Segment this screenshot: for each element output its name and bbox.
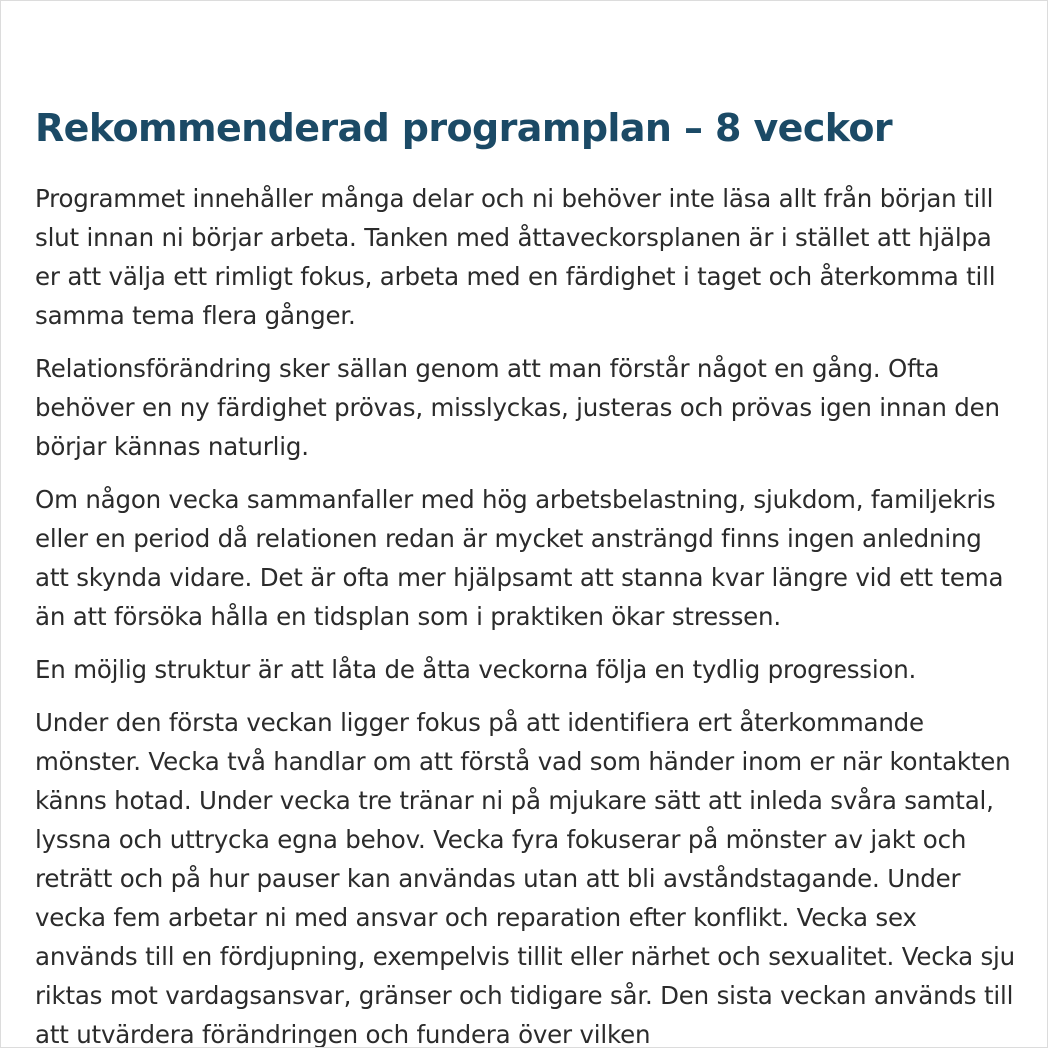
paragraph-change: Relationsförändring sker sällan genom att man förstår något en gång. Ofta behöver en ny färdighet prövas, misslyckas, justeras och prövas igen innan den börjar kännas naturlig.	[35, 354, 1000, 461]
paragraph-pacing: Om någon vecka sammanfaller med hög arbetsbelastning, sjukdom, familjekris eller en period då relationen redan är mycket ansträngd finns ingen anledning att skynda vidare. Det är ofta mer hjälpsamt att stanna kvar längre vid ett tema än att försöka hålla en tidsplan som i praktiken ökar stressen.	[35, 485, 1004, 631]
paragraph-weeks: Under den första veckan ligger fokus på att identifiera ert återkommande mönster. Vecka två handlar om att förstå vad som händer inom er när kontakten känns hotad. Under vecka tre tränar ni på mjukare sätt att inleda svåra samtal, lyssna och uttrycka egna behov. Vecka fyra fokuserar på mönster av jakt och reträtt och på hur pauser kan användas utan att bli avståndstagande. Under vecka fem arbetar ni med ansvar och reparation efter konflikt. Vecka sex används till en fördjupning, exempelvis tillit eller närhet och sexualitet. Vecka sju riktas mot vardagsansvar, gränser och tidigare sår. Den sista veckan används till att utvärdera förändringen och fundera över vilken	[35, 708, 1015, 1048]
paragraph-structure: En möjlig struktur är att låta de åtta veckorna följa en tydlig progression.	[35, 655, 917, 684]
page-title: Rekommenderad programplan – 8 veckor	[35, 106, 893, 150]
paragraph-intro: Programmet innehåller många delar och ni behöver inte läsa allt från början till slut innan ni börjar arbeta. Tanken med åttaveckorsplanen är i stället att hjälpa er att välja ett rimligt fokus, arbeta med en färdighet i taget och återkomma till samma tema flera gånger.	[35, 184, 996, 330]
document-content	[35, 99, 1015, 1048]
